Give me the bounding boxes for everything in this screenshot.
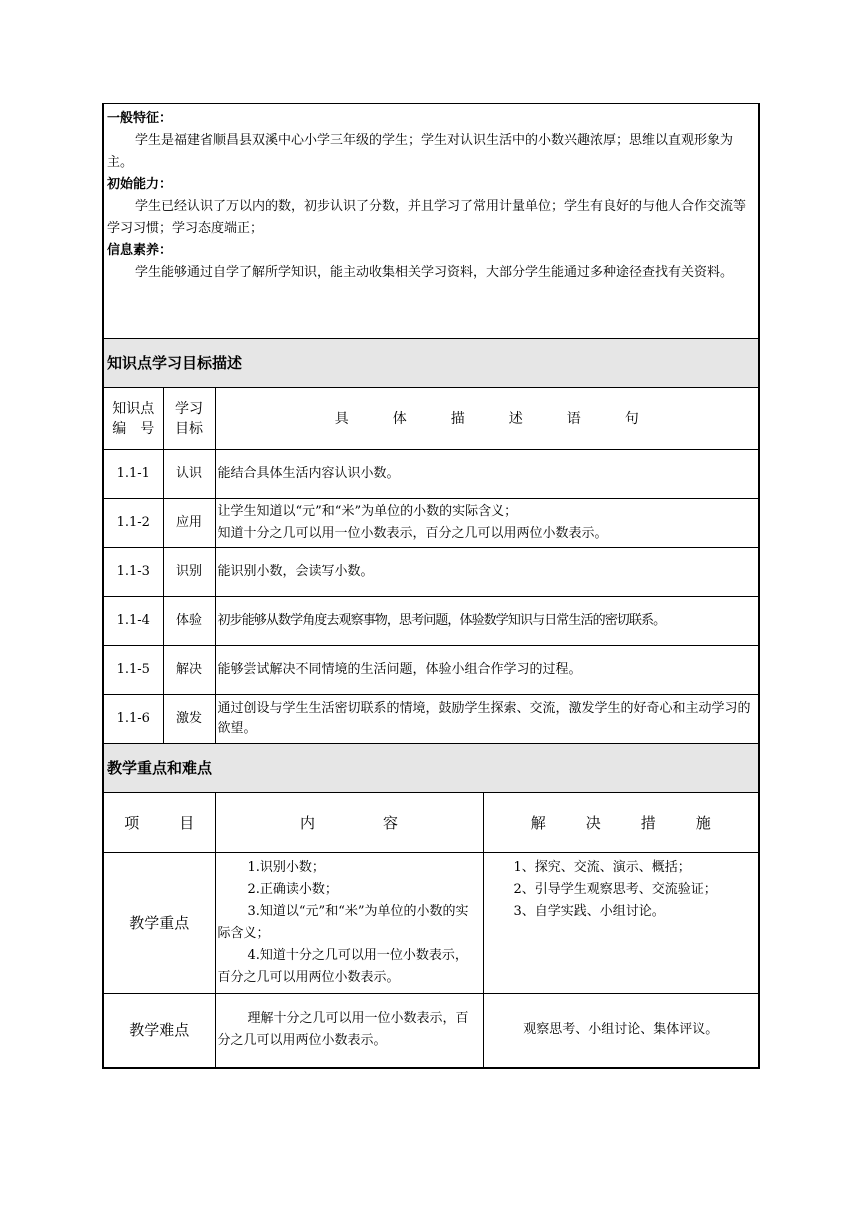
keypoints-section-title: 教学重点和难点 bbox=[103, 744, 759, 793]
objective-goal: 激发 bbox=[163, 695, 215, 744]
col-header-code-line2: 编 号 bbox=[112, 420, 155, 437]
objectives-section-title: 知识点学习目标描述 bbox=[103, 339, 759, 388]
objective-code: 1.1-2 bbox=[103, 499, 163, 548]
info-literacy-text: 学生能够通过自学了解所学知识，能主动收集相关学习资料，大部分学生能通过多种途径查找有关资料。 bbox=[135, 265, 734, 280]
focus-measures bbox=[483, 853, 759, 994]
lesson-plan-table bbox=[102, 103, 760, 1069]
col-header-measure-char: 决 bbox=[585, 813, 601, 832]
objective-description: 能够尝试解决不同情境的生活问题，体验小组合作学习的过程。 bbox=[215, 646, 759, 695]
focus-content-item: 1.识别小数； bbox=[247, 860, 325, 875]
objective-code: 1.1-6 bbox=[103, 695, 163, 744]
col-header-content-char: 容 bbox=[383, 813, 399, 832]
objective-code: 1.1-4 bbox=[103, 597, 163, 646]
objective-code: 1.1-1 bbox=[103, 450, 163, 499]
col-header-item bbox=[103, 793, 215, 853]
objective-description: 让学生知道以“元”和“米”为单位的小数的实际含义； 知道十分之几可以用一位小数表示，百分之几可以用两位小数表示。 bbox=[215, 499, 759, 548]
general-features-label: 一般特征： bbox=[107, 111, 173, 126]
difficulty-row bbox=[103, 994, 759, 1068]
col-header-content-char: 内 bbox=[299, 813, 315, 832]
focus-measure-item: 2、引导学生观察思考、交流验证； bbox=[513, 882, 717, 897]
initial-ability-text: 学生已经认识了万以内的数，初步认识了分数，并且学习了常用计量单位；学生有良好的与他人合作交流等学习习惯；学习态度端正； bbox=[107, 199, 747, 236]
objective-description: 初步能够从数学角度去观察事物，思考问题，体验数学知识与日常生活的密切联系。 bbox=[215, 597, 759, 646]
info-literacy-label: 信息素养： bbox=[107, 243, 173, 258]
difficulty-content bbox=[215, 994, 483, 1068]
difficulty-label: 教学难点 bbox=[103, 994, 215, 1068]
objective-code: 1.1-5 bbox=[103, 646, 163, 695]
objective-row bbox=[103, 646, 759, 695]
initial-ability-label: 初始能力： bbox=[107, 177, 173, 192]
col-header-desc-char: 描 bbox=[450, 410, 465, 427]
objective-description: 能识别小数，会读写小数。 bbox=[215, 548, 759, 597]
difficulty-measures: 观察思考、小组讨论、集体评议。 bbox=[483, 994, 759, 1068]
col-header-goal-line2: 目标 bbox=[175, 420, 203, 437]
objective-code: 1.1-3 bbox=[103, 548, 163, 597]
objective-description: 通过创设与学生生活密切联系的情境，鼓励学生探索、交流，激发学生的好奇心和主动学习的欲望。 bbox=[215, 695, 759, 744]
focus-content bbox=[215, 853, 483, 994]
col-header-code-line1: 知识点 bbox=[112, 400, 155, 417]
objective-goal: 认识 bbox=[163, 450, 215, 499]
focus-row bbox=[103, 853, 759, 994]
col-header-desc-char: 体 bbox=[392, 410, 407, 427]
col-header-item-char: 项 bbox=[124, 813, 140, 832]
objective-row bbox=[103, 548, 759, 597]
col-header-goal-line1: 学习 bbox=[175, 400, 203, 417]
focus-content-item: 3.知道以“元”和“米”为单位的小数的实际含义； bbox=[217, 904, 469, 941]
focus-measure-item: 3、自学实践、小组讨论。 bbox=[513, 904, 665, 919]
focus-measure-item: 1、探究、交流、演示、概括； bbox=[513, 860, 691, 875]
difficulty-content-text: 理解十分之几可以用一位小数表示，百分之几可以用两位小数表示。 bbox=[217, 1011, 469, 1049]
objective-goal: 体验 bbox=[163, 597, 215, 646]
objective-goal: 识别 bbox=[163, 548, 215, 597]
objective-row bbox=[103, 597, 759, 646]
col-header-desc-char: 述 bbox=[508, 410, 523, 427]
lesson-plan-document bbox=[102, 103, 758, 1069]
col-header-desc-char: 语 bbox=[566, 410, 581, 427]
col-header-measures bbox=[483, 793, 759, 853]
objective-goal: 应用 bbox=[163, 499, 215, 548]
focus-content-item: 2.正确读小数； bbox=[247, 882, 338, 897]
objective-description: 能结合具体生活内容认识小数。 bbox=[215, 450, 759, 499]
col-header-item-char: 目 bbox=[179, 813, 195, 832]
objective-row bbox=[103, 450, 759, 499]
objective-goal: 解决 bbox=[163, 646, 215, 695]
objective-row bbox=[103, 695, 759, 744]
focus-content-item: 4.知道十分之几可以用一位小数表示，百分之几可以用两位小数表示。 bbox=[217, 948, 468, 985]
focus-label: 教学重点 bbox=[103, 853, 215, 994]
col-header-desc-char: 句 bbox=[624, 410, 639, 427]
col-header-measure-char: 施 bbox=[695, 813, 711, 832]
col-header-code bbox=[103, 388, 163, 450]
col-header-goal bbox=[163, 388, 215, 450]
objective-row bbox=[103, 499, 759, 548]
col-header-desc-char: 具 bbox=[334, 410, 349, 427]
general-features-text: 学生是福建省顺昌县双溪中心小学三年级的学生；学生对认识生活中的小数兴趣浓厚；思维以直观形象为主。 bbox=[107, 133, 734, 170]
col-header-description bbox=[215, 388, 759, 450]
col-header-measure-char: 措 bbox=[640, 813, 656, 832]
col-header-content bbox=[215, 793, 483, 853]
col-header-measure-char: 解 bbox=[530, 813, 546, 832]
student-analysis-cell bbox=[103, 104, 759, 339]
